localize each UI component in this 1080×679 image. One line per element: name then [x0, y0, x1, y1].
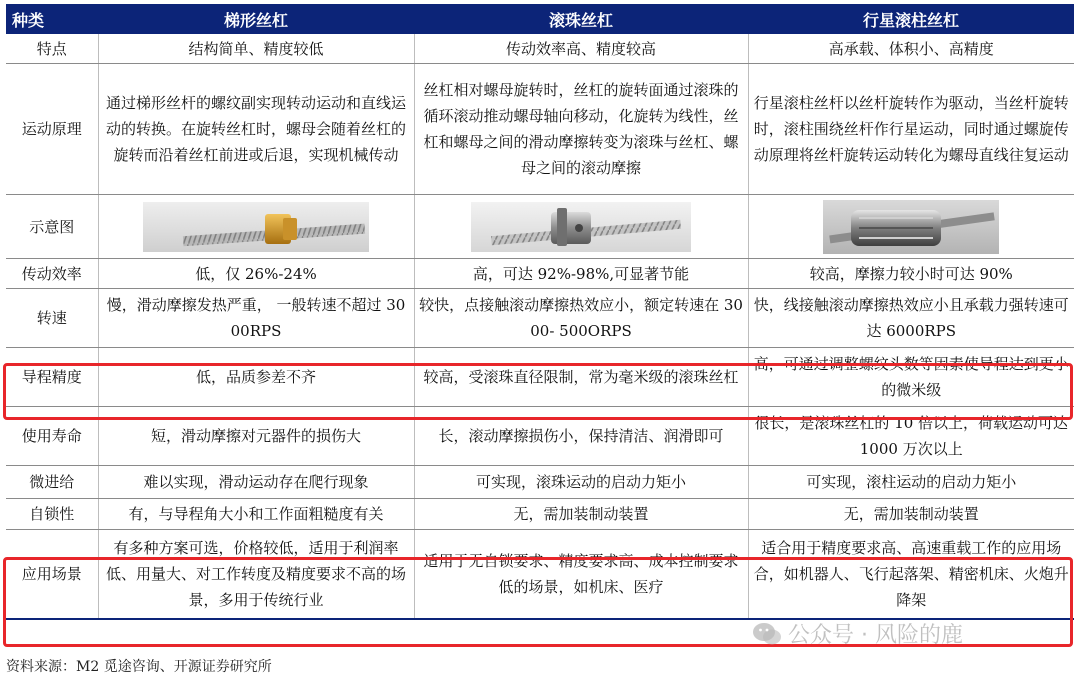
table-cell: 很长，是滚珠丝杠的 10 倍以上，荷载运动可达 1000 万次以上 [748, 407, 1074, 466]
table-cell: 适用于无自锁要求、精度要求高、成本控制要求低的场景，如机床、医疗 [414, 530, 748, 620]
table-row [6, 407, 1074, 466]
table-cell: 低，品质参差不齐 [98, 348, 414, 407]
table-cell: 无，需加装制动装置 [748, 499, 1074, 530]
header-ball: 滚珠丝杠 [414, 4, 748, 34]
table-cell: 短，滑动摩擦对元器件的损伤大 [98, 407, 414, 466]
screw-comparison-table [6, 4, 1074, 620]
header-planetary: 行星滚柱丝杠 [748, 4, 1074, 34]
table-cell: 行星滚柱丝杆以丝杆旋转作为驱动，当丝杆旋转时，滚柱围绕丝杆作行星运动，同时通过螺旋传动原理将丝杆旋转运动转化为螺母直线往复运动 [748, 64, 1074, 195]
table-cell: 有多种方案可选，价格较低，适用于利润率低、用量大、对工作转度及精度要求不高的场景，多用于传统行业 [98, 530, 414, 620]
table-cell: 快，线接触滚动摩擦热效应小且承载力强转速可达 6000RPS [748, 289, 1074, 348]
table-cell: 适合用于精度要求高、高速重载工作的应用场合，如机器人、飞行起落架、精密机床、火炮升降架 [748, 530, 1074, 620]
row-label: 导程精度 [6, 348, 98, 407]
watermark [752, 618, 963, 649]
table-cell: 可实现，滚柱运动的启动力矩小 [748, 466, 1074, 499]
table-row [6, 499, 1074, 530]
row-label: 特点 [6, 34, 98, 64]
ball-screw-illustration [471, 202, 691, 252]
table-cell: 难以实现，滑动运动存在爬行现象 [98, 466, 414, 499]
table-row [6, 34, 1074, 64]
wechat-icon [752, 621, 782, 647]
table-cell: 较快，点接触滚动摩擦热效应小，额定转速在 3000- 500ORPS [414, 289, 748, 348]
table-cell: 有，与导程角大小和工作面粗糙度有关 [98, 499, 414, 530]
table-cell: 传动效率高、精度较高 [414, 34, 748, 64]
table-cell: 慢，滑动摩擦发热严重， 一般转速不超过 3000RPS [98, 289, 414, 348]
row-label: 运动原理 [6, 64, 98, 195]
table-row [6, 348, 1074, 407]
table-row [6, 64, 1074, 195]
planetary-roller-screw-illustration [823, 200, 999, 254]
table-row [6, 195, 1074, 259]
table-header-row [6, 4, 1074, 34]
table-cell: 通过梯形丝杆的螺纹副实现转动运动和直线运动的转换。在旋转丝杠时，螺母会随着丝杠的旋转而沿着丝杠前进或后退，实现机械传动 [98, 64, 414, 195]
table-row [6, 530, 1074, 620]
table-cell [98, 195, 414, 259]
row-label: 自锁性 [6, 499, 98, 530]
table-cell: 长，滚动摩擦损伤小，保持清洁、润滑即可 [414, 407, 748, 466]
table-cell: 高承载、体积小、高精度 [748, 34, 1074, 64]
table-row [6, 259, 1074, 289]
comparison-table-wrap [6, 4, 1074, 620]
table-cell: 结构简单、精度较低 [98, 34, 414, 64]
row-label: 传动效率 [6, 259, 98, 289]
row-label: 使用寿命 [6, 407, 98, 466]
watermark-text: 公众号 · 风险的鹿 [788, 623, 963, 648]
row-label: 转速 [6, 289, 98, 348]
table-cell: 丝杠相对螺母旋转时，丝杠的旋转面通过滚珠的循环滚动推动螺母轴向移动，化旋转为线性，丝杠和螺母之间的滑动摩擦转变为滚珠与丝杠、螺母之间的滚动摩擦 [414, 64, 748, 195]
table-cell: 高，可通过调整螺纹头数等因素使导程达到更小的微米级 [748, 348, 1074, 407]
table-cell [748, 195, 1074, 259]
table-row [6, 466, 1074, 499]
header-trapezoid: 梯形丝杠 [98, 4, 414, 34]
source-note: 资料来源：M2 觅途咨询、开源证券研究所 [6, 659, 272, 675]
table-cell: 可实现，滚珠运动的启动力矩小 [414, 466, 748, 499]
table-cell [414, 195, 748, 259]
table-row [6, 289, 1074, 348]
row-label: 微进给 [6, 466, 98, 499]
header-category: 种类 [6, 4, 98, 34]
row-label: 应用场景 [6, 530, 98, 620]
table-cell: 低，仅 26%-24% [98, 259, 414, 289]
table-cell: 无，需加装制动装置 [414, 499, 748, 530]
row-label: 示意图 [6, 195, 98, 259]
table-cell: 较高，摩擦力较小时可达 90% [748, 259, 1074, 289]
table-cell: 较高，受滚珠直径限制，常为毫米级的滚珠丝杠 [414, 348, 748, 407]
table-cell: 高，可达 92%-98%,可显著节能 [414, 259, 748, 289]
trapezoid-screw-illustration [143, 202, 369, 252]
